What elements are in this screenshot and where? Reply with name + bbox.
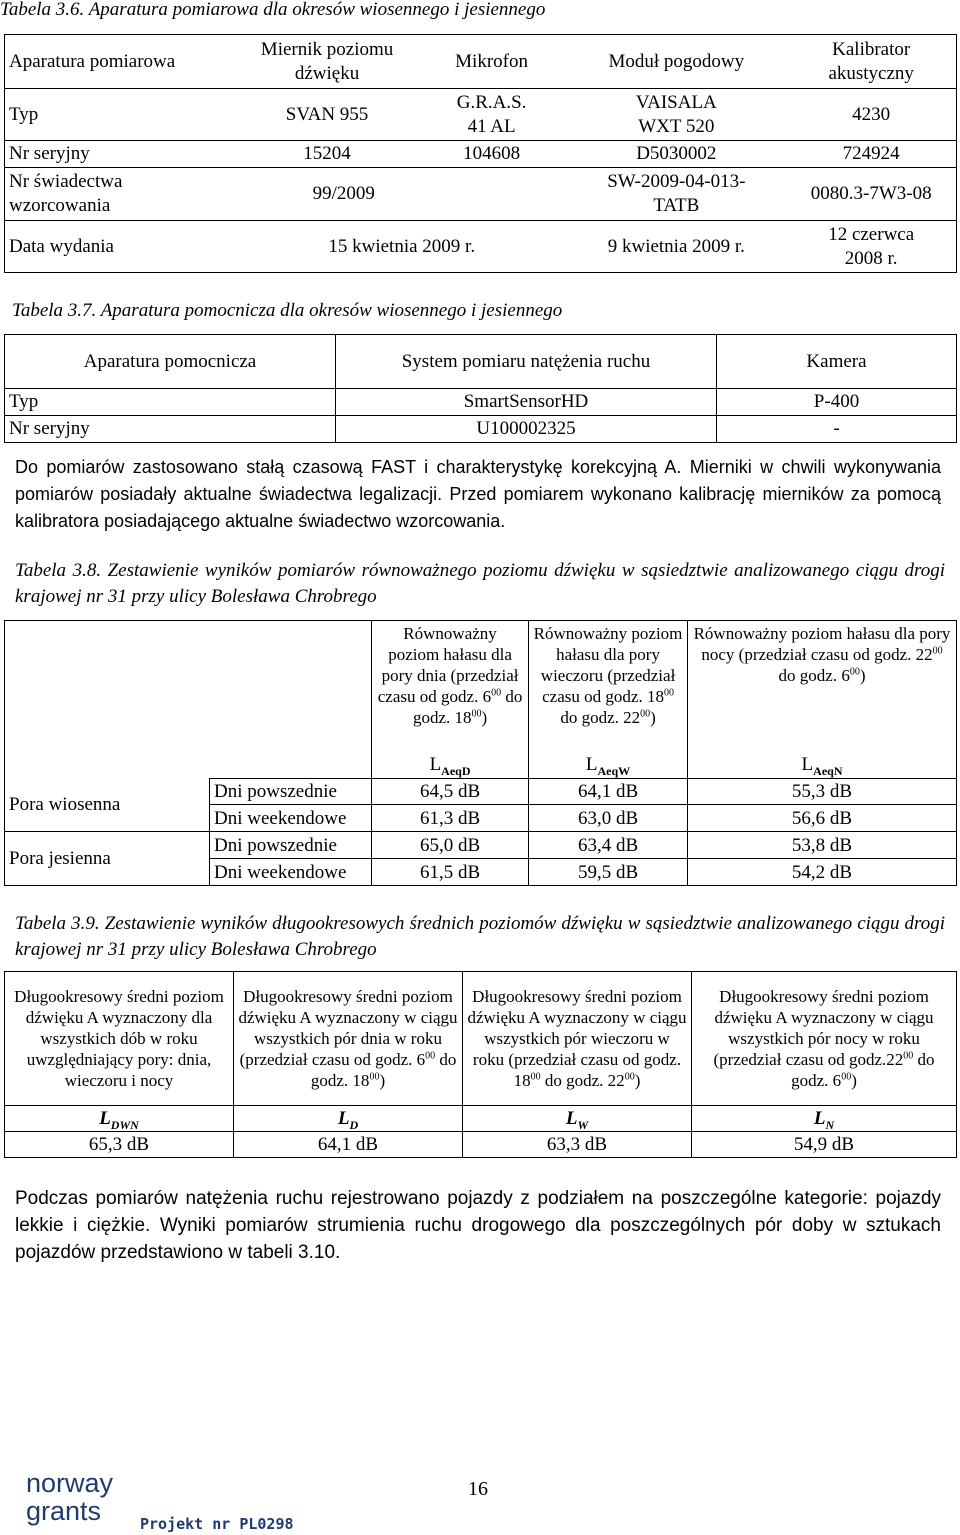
header-day: Równoważny poziom hałasu dla pory dnia (przedział czasu od godz. $6^{00}$ do godz. $18^{00}$) [372, 621, 529, 751]
table-3-8-caption: Tabela 3.8. Zestawienie wyników pomiarów równoważnego poziomu dźwięku w sąsiedztwie analizowanego ciągu drogi krajowej nr 31 przy ulicy Bolesława Chrobrego [15, 560, 945, 607]
value-cell: 56,6 dB [688, 805, 957, 832]
cell: Mikrofon [417, 35, 566, 89]
header-ld: Długookresowy średni poziom dźwięku A wyznaczony w ciągu wszystkich pór dnia w roku (przedział czasu od godz. $6^{00}$ do godz. $18^{00}$) [234, 972, 463, 1106]
cell: Miernik poziomu dźwięku [237, 35, 417, 89]
table-3-9 [4, 971, 957, 1158]
cell: G.R.A.S. 41 AL [417, 89, 566, 141]
cell: 12 czerwca 2008 r. [786, 221, 956, 273]
header-night: Równoważny poziom hałasu dla pory nocy (przedział czasu od godz. $22^{00}$ do godz. $6^{00}$) [688, 621, 957, 751]
header-evening: Równoważny poziom hałasu dla pory wieczoru (przedział czasu od godz. $18^{00}$ do godz. $22^{00}$) [529, 621, 688, 751]
paragraph-measurement-info: Do pomiarów zastosowano stałą czasową FAST i charakterystykę korekcyjną A. Mierniki w chwili wykonywania pomiarów posiadały aktualne świadectwa legalizacji. Przed pomiarem wykonano kalibrację mierników za pomocą kalibratora posiadającego aktualne świadectwo wzorcowania. [15, 457, 941, 531]
table-3-7 [4, 334, 957, 443]
value-cell: 61,5 dB [372, 859, 529, 886]
cell: 724924 [786, 141, 956, 168]
project-number: Projekt nr PL0298 [140, 1515, 294, 1533]
row-label: Dni weekendowe [210, 859, 372, 886]
value-cell: 63,4 dB [529, 832, 688, 859]
symbol-ln: $L_N$ [692, 1106, 957, 1132]
season-autumn: Pora jesienna [5, 832, 210, 886]
value-cell: 61,3 dB [372, 805, 529, 832]
value-cell: 59,5 dB [529, 859, 688, 886]
header-lw: Długookresowy średni poziom dźwięku A wyznaczony w ciągu wszystkich pór wieczoru w roku (przedział czasu od godz. $18^{00}$ do godz. $22^{00}$) [463, 972, 692, 1106]
cell: Moduł pogodowy [566, 35, 786, 89]
cell: Kamera [717, 335, 957, 389]
logo-text-top: norway [26, 1468, 114, 1498]
cell: P-400 [717, 389, 957, 416]
symbol-laeqn: $L_{AeqN}$ [688, 751, 957, 779]
row-label: Dni weekendowe [210, 805, 372, 832]
norway-grants-logo [26, 1470, 136, 1530]
cell: Aparatura pomocnicza [5, 335, 336, 389]
symbol-laeqd: $L_{AeqD}$ [372, 751, 529, 779]
value-cell: 54,2 dB [688, 859, 957, 886]
symbol-ldwn: $L_{DWN}$ [5, 1106, 234, 1132]
value-cell: 63,3 dB [463, 1132, 692, 1158]
row-label: Dni powszednie [210, 832, 372, 859]
cell: - [717, 416, 957, 443]
symbol-lw: $L_W$ [463, 1106, 692, 1132]
symbol-ld: $L_D$ [234, 1106, 463, 1132]
season-spring: Pora wiosenna [5, 779, 210, 832]
cell: Typ [5, 389, 336, 416]
cell: SVAN 955 [237, 89, 417, 141]
cell: Nr świadectwa wzorcowania [5, 168, 238, 221]
logo-text-bottom: grants [26, 1496, 102, 1526]
cell: Data wydania [5, 221, 238, 273]
empty-cell [5, 751, 372, 779]
cell: System pomiaru natężenia ruchu [336, 335, 717, 389]
cell: U100002325 [336, 416, 717, 443]
table-3-6-caption: Tabela 3.6. Aparatura pomiarowa dla okresów wiosennego i jesiennego [0, 0, 546, 20]
cell: SmartSensorHD [336, 389, 717, 416]
cell: SW-2009-04-013-TATB [566, 168, 786, 221]
page-number: 16 [468, 1478, 488, 1500]
table-3-8 [4, 620, 957, 886]
table-3-6 [4, 34, 957, 273]
cell: 9 kwietnia 2009 r. [566, 221, 786, 273]
value-cell: 64,5 dB [372, 779, 529, 805]
cell: Nr seryjny [5, 416, 336, 443]
value-cell: 65,3 dB [5, 1132, 234, 1158]
table-3-7-caption: Tabela 3.7. Aparatura pomocnicza dla okresów wiosennego i jesiennego [12, 300, 563, 321]
table-3-9-caption: Tabela 3.9. Zestawienie wyników długookresowych średnich poziomów dźwięku w sąsiedztwie analizowanego ciągu drogi krajowej nr 31 przy ulicy Bolesława Chrobrego [15, 913, 945, 960]
cell: 15 kwietnia 2009 r. [237, 221, 566, 273]
cell: 4230 [786, 89, 956, 141]
value-cell: 64,1 dB [234, 1132, 463, 1158]
symbol-laeqw: $L_{AeqW}$ [529, 751, 688, 779]
cell: 0080.3-7W3-08 [786, 168, 956, 221]
value-cell: 53,8 dB [688, 832, 957, 859]
empty-header-cell [5, 621, 372, 751]
cell: 15204 [237, 141, 417, 168]
cell: Nr seryjny [5, 141, 238, 168]
header-ldwn: Długookresowy średni poziom dźwięku A wyznaczony dla wszystkich dób w roku uwzględniający pory: dnia, wieczoru i nocy [5, 972, 234, 1106]
cell: VAISALA WXT 520 [566, 89, 786, 141]
cell: Kalibrator akustyczny [786, 35, 956, 89]
paragraph-traffic-info: Podczas pomiarów natężenia ruchu rejestrowano pojazdy z podziałem na poszczególne kategorie: pojazdy lekkie i ciężkie. Wyniki pomiarów strumienia ruchu drogowego dla poszczególnych pór doby w sztukach pojazdów przedstawiono w tabeli 3.10. [15, 1188, 941, 1263]
cell: 99/2009 [237, 168, 566, 221]
cell: D5030002 [566, 141, 786, 168]
value-cell: 54,9 dB [692, 1132, 957, 1158]
header-ln: Długookresowy średni poziom dźwięku A wyznaczony w ciągu wszystkich pór nocy w roku (przedział czasu od $godz.22^{00}$ do godz. $6^{00}$) [692, 972, 957, 1106]
value-cell: 65,0 dB [372, 832, 529, 859]
cell: 104608 [417, 141, 566, 168]
cell: Typ [5, 89, 238, 141]
cell: Aparatura pomiarowa [5, 35, 238, 89]
value-cell: 64,1 dB [529, 779, 688, 805]
value-cell: 63,0 dB [529, 805, 688, 832]
value-cell: 55,3 dB [688, 779, 957, 805]
row-label: Dni powszednie [210, 779, 372, 805]
